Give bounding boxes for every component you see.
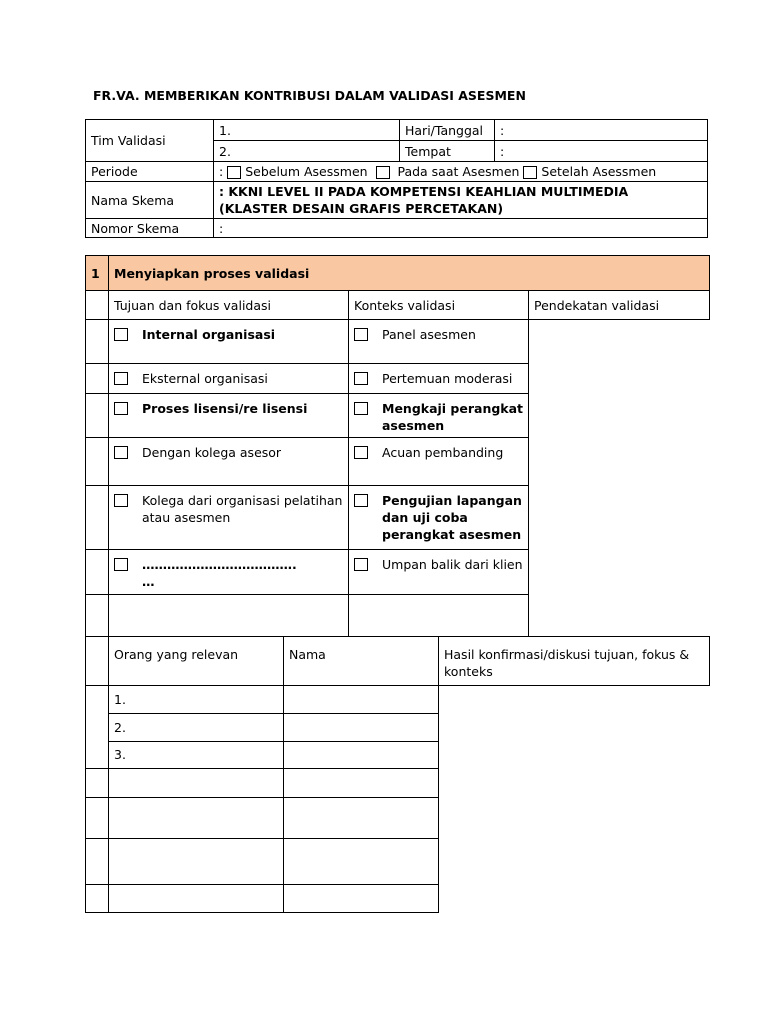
asesor-name-field[interactable]: 3. <box>109 741 284 768</box>
validasi-cell <box>349 486 529 550</box>
option-checkbox[interactable] <box>354 372 368 385</box>
tim-member-1[interactable]: 1. <box>214 120 400 141</box>
validasi-cell <box>109 486 349 550</box>
validasi-row <box>86 486 710 550</box>
validasi-cell <box>86 394 109 438</box>
validasi-cell <box>349 320 529 364</box>
nama-skema-label: Nama Skema <box>86 182 214 219</box>
validasi-row <box>86 595 710 637</box>
person-cell <box>86 839 109 885</box>
skema-line-1: : KKNI LEVEL II PADA KOMPETENSI KEAHLIAN MULTIMEDIA <box>219 184 629 199</box>
nomor-skema-label: Nomor Skema <box>86 219 214 238</box>
tim-validasi-label: Tim Validasi <box>86 120 214 162</box>
validasi-cell <box>349 364 529 394</box>
col-hasil-header: Hasil konfirmasi/diskusi tujuan, fokus & konteks <box>439 637 710 686</box>
person-row <box>86 885 710 913</box>
option-checkbox[interactable] <box>354 328 368 341</box>
option-label: Mengkaji perangkat asesmen <box>382 401 524 433</box>
asesor-name-field[interactable]: 1. <box>109 686 284 714</box>
periode-opt-setelah: Setelah Asessmen <box>541 164 657 179</box>
periode-options <box>214 162 708 182</box>
hari-tanggal-label: Hari/Tanggal <box>400 120 495 141</box>
periode-opt-pada-saat: Pada saat Asesmen <box>397 164 520 179</box>
info-table <box>85 119 708 238</box>
validasi-row <box>86 550 710 595</box>
option-checkbox[interactable] <box>114 446 128 459</box>
option-label: Dengan kolega asesor <box>142 445 282 460</box>
asesor-row <box>86 686 710 714</box>
option-label: ………………………………. … <box>142 557 297 589</box>
hasil-field[interactable] <box>284 686 439 714</box>
validasi-row <box>86 320 710 364</box>
section1-heading: Menyiapkan proses validasi <box>109 256 710 291</box>
person-name-field[interactable] <box>109 769 284 798</box>
option-checkbox[interactable] <box>114 558 128 571</box>
col-orang-header: Orang yang relevan <box>109 637 284 686</box>
option-label: Internal organisasi <box>142 327 276 342</box>
person-row <box>86 769 710 798</box>
form-title: FR.VA. MEMBERIKAN KONTRIBUSI DALAM VALIDASI ASESMEN <box>93 88 526 103</box>
option-label: Proses lisensi/re lisensi <box>142 401 308 416</box>
asesor-cell <box>86 686 109 769</box>
section1-number: 1 <box>86 256 109 291</box>
validasi-cell <box>109 595 349 637</box>
option-label: Umpan balik dari klien <box>382 557 523 572</box>
nama-skema-value <box>214 182 708 219</box>
validasi-cell <box>349 595 529 637</box>
checkbox-sebelum[interactable] <box>227 166 241 179</box>
person-name-field[interactable] <box>109 839 284 885</box>
validasi-cell <box>349 438 529 486</box>
option-label: Acuan pembanding <box>382 445 504 460</box>
skema-line-2: (KLASTER DESAIN GRAFIS PERCETAKAN) <box>219 201 504 216</box>
validasi-cell <box>349 550 529 595</box>
option-label: Pengujian lapangan dan uji coba perangkat asesmen <box>382 493 522 542</box>
option-checkbox[interactable] <box>354 494 368 507</box>
option-label: Kolega dari organisasi pelatihan atau asesmen <box>142 493 343 525</box>
checkbox-pada-saat[interactable] <box>376 166 390 179</box>
hasil-field[interactable] <box>284 798 439 839</box>
col-konteks-header: Konteks validasi <box>349 291 529 320</box>
periode-label: Periode <box>86 162 214 182</box>
person-row <box>86 798 710 839</box>
person-cell <box>86 885 109 913</box>
hari-tanggal-field[interactable]: : <box>495 120 708 141</box>
validasi-cell <box>86 320 109 364</box>
validasi-cell <box>109 320 349 364</box>
asesor-name-field[interactable]: 2. <box>109 714 284 741</box>
section1-spacer <box>86 291 109 320</box>
nomor-skema-field[interactable]: : <box>214 219 708 238</box>
col-nama-header: Nama <box>284 637 439 686</box>
hasil-field[interactable] <box>284 714 439 741</box>
option-label: Eksternal organisasi <box>142 371 268 386</box>
section2-spacer <box>86 637 109 686</box>
validasi-cell <box>109 394 349 438</box>
validasi-row <box>86 364 710 394</box>
tempat-field[interactable]: : <box>495 141 708 162</box>
validasi-cell <box>86 364 109 394</box>
option-checkbox[interactable] <box>354 402 368 415</box>
section2-table <box>85 636 710 913</box>
person-cell <box>86 769 109 798</box>
option-checkbox[interactable] <box>114 328 128 341</box>
hasil-field[interactable] <box>284 839 439 885</box>
validasi-cell <box>86 486 109 550</box>
option-checkbox[interactable] <box>354 446 368 459</box>
validasi-cell <box>109 438 349 486</box>
validasi-cell <box>86 595 109 637</box>
asesor-row <box>86 714 710 741</box>
option-checkbox[interactable] <box>114 402 128 415</box>
option-label: Pertemuan moderasi <box>382 371 513 386</box>
option-checkbox[interactable] <box>354 558 368 571</box>
option-label: Panel asesmen <box>382 327 476 342</box>
tim-member-2[interactable]: 2. <box>214 141 400 162</box>
hasil-field[interactable] <box>284 741 439 768</box>
person-row <box>86 839 710 885</box>
hasil-field[interactable] <box>284 885 439 913</box>
option-checkbox[interactable] <box>114 372 128 385</box>
section1-table <box>85 255 710 637</box>
validasi-row <box>86 438 710 486</box>
hasil-field[interactable] <box>284 769 439 798</box>
col-tujuan-header: Tujuan dan fokus validasi <box>109 291 349 320</box>
col-pendekatan-header: Pendekatan validasi <box>529 291 710 320</box>
checkbox-setelah[interactable] <box>523 166 537 179</box>
validasi-cell <box>109 550 349 595</box>
periode-colon: : <box>219 164 224 179</box>
person-name-field[interactable] <box>109 885 284 913</box>
validasi-row <box>86 394 710 438</box>
person-name-field[interactable] <box>109 798 284 839</box>
option-checkbox[interactable] <box>114 494 128 507</box>
tempat-label: Tempat <box>400 141 495 162</box>
validasi-cell <box>86 438 109 486</box>
person-cell <box>86 798 109 839</box>
validasi-cell <box>349 394 529 438</box>
asesor-row <box>86 741 710 768</box>
validasi-cell <box>86 550 109 595</box>
validasi-cell <box>109 364 349 394</box>
periode-opt-sebelum: Sebelum Asessmen <box>245 164 368 179</box>
